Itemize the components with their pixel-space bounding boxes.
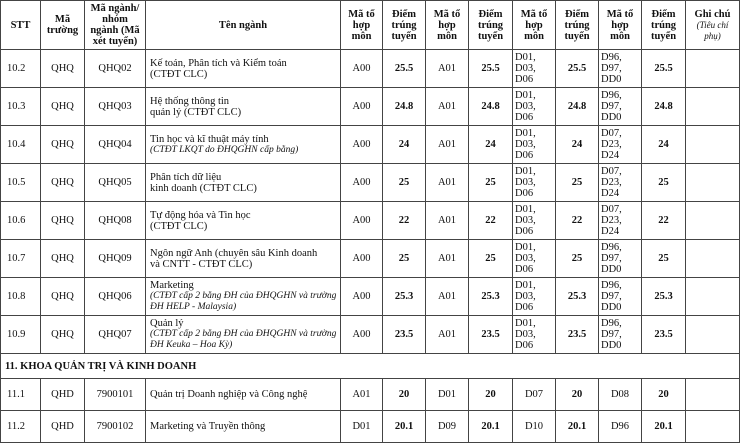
header-ma-to-hop-4: Mã tổ hợp môn [599,1,642,50]
ten-nganh-line-2: (CTĐT CLC) [150,68,208,80]
diem-cell: 24.8 [469,88,513,126]
ten-nganh-line-2: kinh doanh (CTĐT CLC) [150,182,257,194]
ma-to-hop-cell: D01, D03, D06 [513,240,556,278]
ghi-chu-cell [686,202,740,240]
table-row [1,240,740,278]
ma-to-hop-cell: D96, D97, DD0 [599,278,642,316]
ma-nganh-cell: QHQ09 [85,240,146,278]
ma-nganh-cell: QHQ07 [85,316,146,354]
stt-cell: 10.3 [1,88,41,126]
section-title: 11. KHOA QUẢN TRỊ VÀ KINH DOANH [1,354,740,379]
diem-cell: 22 [642,202,686,240]
diem-cell: 24.8 [642,88,686,126]
header-diem-3: Điểm trúng tuyển [556,1,599,50]
ma-to-hop-cell: D96, D97, DD0 [599,240,642,278]
ma-to-hop-cell: D96, D97, DD0 [599,88,642,126]
ten-nganh-cell [146,202,341,240]
ten-nganh-cell [146,316,341,354]
diem-cell: 20.1 [469,411,513,443]
stt-cell: 10.8 [1,278,41,316]
table-row [1,411,740,443]
ma-truong-cell: QHQ [41,164,85,202]
header-stt: STT [1,1,41,50]
ten-nganh-cell [146,240,341,278]
ma-to-hop-cell: D09 [426,411,469,443]
header-ghi-chu [686,1,740,50]
ghi-chu-cell [686,50,740,88]
ten-nganh-note: (CTĐT cấp 2 bằng ĐH của ĐHQGHN và trường ĐH HELP - Malaysia) [150,291,337,312]
ma-to-hop-cell: D07, D23, D24 [599,202,642,240]
ghi-chu-cell [686,278,740,316]
ma-nganh-cell: 7900101 [85,379,146,411]
header-row [1,1,740,50]
table-row [1,88,740,126]
ma-truong-cell: QHQ [41,126,85,164]
diem-cell: 25.5 [383,50,426,88]
diem-cell: 24.8 [383,88,426,126]
diem-cell: 22 [383,202,426,240]
ten-nganh-line-1: Tự động hóa và Tin học [150,209,251,221]
table-row [1,164,740,202]
header-ma-nganh: Mã ngành/ nhóm ngành (Mã xét tuyển) [85,1,146,50]
ten-nganh-cell [146,50,341,88]
ghi-chu-cell [686,379,740,411]
table-row [1,316,740,354]
ma-to-hop-cell: D07, D23, D24 [599,164,642,202]
header-ghi-chu-sub: (Tiêu chí phụ) [696,19,729,41]
ma-to-hop-cell: D08 [599,379,642,411]
ma-to-hop-cell: A01 [341,379,383,411]
ma-to-hop-cell: D07 [513,379,556,411]
ten-nganh-note: (CTĐT cấp 2 bằng ĐH của ĐHQGHN và trường ĐH Keuka – Hoa Kỳ) [150,329,337,350]
stt-cell: 10.9 [1,316,41,354]
diem-cell: 20.1 [556,411,599,443]
stt-cell: 10.7 [1,240,41,278]
ma-to-hop-cell: D01, D03, D06 [513,50,556,88]
ma-to-hop-cell: A00 [341,316,383,354]
table-row [1,126,740,164]
ma-to-hop-cell: A01 [426,50,469,88]
diem-cell: 20 [556,379,599,411]
ma-to-hop-cell: A00 [341,164,383,202]
ten-nganh-cell [146,164,341,202]
diem-cell: 23.5 [642,316,686,354]
ma-truong-cell: QHQ [41,316,85,354]
ma-to-hop-cell: A01 [426,240,469,278]
ten-nganh-line-1: Ngôn ngữ Anh (chuyên sâu Kinh doanh [150,247,318,259]
diem-cell: 25.3 [642,278,686,316]
ma-to-hop-cell: A00 [341,202,383,240]
diem-cell: 24 [556,126,599,164]
ghi-chu-cell [686,240,740,278]
ma-to-hop-cell: A00 [341,88,383,126]
header-ma-to-hop-1: Mã tổ hợp môn [341,1,383,50]
stt-cell: 10.2 [1,50,41,88]
ten-nganh-line-1: Kế toán, Phân tích và Kiểm toán [150,57,287,69]
ma-nganh-cell: QHQ04 [85,126,146,164]
header-ma-to-hop-2: Mã tổ hợp môn [426,1,469,50]
ten-nganh-cell [146,278,341,316]
diem-cell: 25 [642,240,686,278]
diem-cell: 20.1 [642,411,686,443]
section-row [1,354,740,379]
ma-to-hop-cell: D10 [513,411,556,443]
ma-truong-cell: QHQ [41,240,85,278]
diem-cell: 25.5 [642,50,686,88]
ghi-chu-cell [686,316,740,354]
ghi-chu-cell [686,411,740,443]
ten-nganh-line-1: Quản lý [150,318,184,329]
diem-cell: 25.5 [556,50,599,88]
ghi-chu-cell [686,164,740,202]
ten-nganh-line-1: Marketing [150,280,194,291]
ma-to-hop-cell: D01 [426,379,469,411]
diem-cell: 20 [642,379,686,411]
stt-cell: 10.4 [1,126,41,164]
ten-nganh-note: (CTĐT LKQT do ĐHQGHN cấp bằng) [150,144,299,155]
ten-nganh-cell [146,126,341,164]
ten-nganh-line-2: (CTĐT CLC) [150,220,208,232]
ma-truong-cell: QHD [41,379,85,411]
diem-cell: 25.3 [469,278,513,316]
diem-cell: 25.3 [556,278,599,316]
diem-cell: 25 [556,164,599,202]
ten-nganh-line-2: và CNTT - CTĐT CLC) [150,258,253,270]
ma-to-hop-cell: A00 [341,50,383,88]
header-ten-nganh: Tên ngành [146,1,341,50]
header-ma-truong: Mã trường [41,1,85,50]
table-row [1,202,740,240]
ten-nganh-line-2: quản lý (CTĐT CLC) [150,106,242,118]
diem-cell: 23.5 [469,316,513,354]
ma-to-hop-cell: D96, D97, DD0 [599,50,642,88]
ma-nganh-cell: 7900102 [85,411,146,443]
ma-to-hop-cell: A01 [426,88,469,126]
ma-to-hop-cell: D01, D03, D06 [513,88,556,126]
stt-cell: 11.2 [1,411,41,443]
stt-cell: 10.6 [1,202,41,240]
header-diem-1: Điểm trúng tuyển [383,1,426,50]
ma-truong-cell: QHD [41,411,85,443]
ma-to-hop-cell: D07, D23, D24 [599,126,642,164]
ma-to-hop-cell: A01 [426,164,469,202]
diem-cell: 20 [469,379,513,411]
diem-cell: 22 [469,202,513,240]
ma-to-hop-cell: D01, D03, D06 [513,316,556,354]
diem-cell: 25 [556,240,599,278]
diem-cell: 24 [383,126,426,164]
diem-cell: 22 [556,202,599,240]
ma-to-hop-cell: A01 [426,202,469,240]
ma-to-hop-cell: D01 [341,411,383,443]
table-row [1,278,740,316]
ghi-chu-cell [686,126,740,164]
diem-cell: 25 [469,240,513,278]
ma-to-hop-cell: A01 [426,126,469,164]
ten-nganh-cell: Marketing và Truyền thông [146,411,341,443]
header-ma-to-hop-3: Mã tổ hợp môn [513,1,556,50]
diem-cell: 20 [383,379,426,411]
ma-nganh-cell: QHQ08 [85,202,146,240]
ma-nganh-cell: QHQ03 [85,88,146,126]
diem-cell: 25 [469,164,513,202]
table-row [1,379,740,411]
header-ghi-chu-label: Ghi chú [694,8,731,20]
diem-cell: 25 [383,164,426,202]
table-row [1,50,740,88]
ma-truong-cell: QHQ [41,88,85,126]
diem-cell: 23.5 [383,316,426,354]
diem-cell: 24 [642,126,686,164]
ma-truong-cell: QHQ [41,278,85,316]
ten-nganh-line-1: Hệ thống thông tin [150,95,230,107]
ma-to-hop-cell: D01, D03, D06 [513,164,556,202]
ten-nganh-line-1: Phân tích dữ liệu [150,171,222,183]
diem-cell: 24.8 [556,88,599,126]
ma-to-hop-cell: D96 [599,411,642,443]
ma-to-hop-cell: A01 [426,316,469,354]
ma-to-hop-cell: A01 [426,278,469,316]
stt-cell: 10.5 [1,164,41,202]
ma-to-hop-cell: D96, D97, DD0 [599,316,642,354]
ma-to-hop-cell: A00 [341,278,383,316]
diem-cell: 24 [469,126,513,164]
diem-cell: 25 [642,164,686,202]
diem-cell: 25.3 [383,278,426,316]
ma-nganh-cell: QHQ06 [85,278,146,316]
ma-to-hop-cell: D01, D03, D06 [513,278,556,316]
ma-truong-cell: QHQ [41,50,85,88]
header-diem-2: Điểm trúng tuyển [469,1,513,50]
diem-cell: 25.5 [469,50,513,88]
ma-nganh-cell: QHQ02 [85,50,146,88]
ma-to-hop-cell: A00 [341,240,383,278]
ma-to-hop-cell: D01, D03, D06 [513,126,556,164]
ma-to-hop-cell: D01, D03, D06 [513,202,556,240]
diem-cell: 25 [383,240,426,278]
header-diem-4: Điểm trúng tuyển [642,1,686,50]
ten-nganh-line-1: Tin học và kĩ thuật máy tính [150,133,269,145]
ma-nganh-cell: QHQ05 [85,164,146,202]
diem-cell: 23.5 [556,316,599,354]
ghi-chu-cell [686,88,740,126]
ten-nganh-cell [146,88,341,126]
ma-truong-cell: QHQ [41,202,85,240]
ten-nganh-cell: Quản trị Doanh nghiệp và Công nghệ [146,379,341,411]
diem-cell: 20.1 [383,411,426,443]
ma-to-hop-cell: A00 [341,126,383,164]
stt-cell: 11.1 [1,379,41,411]
